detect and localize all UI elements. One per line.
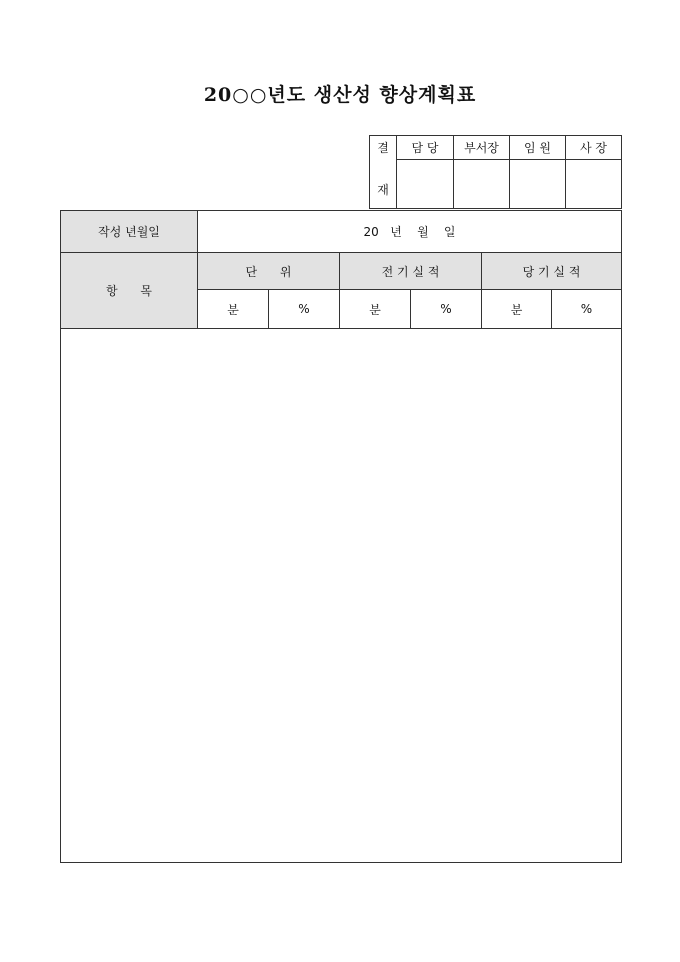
plan-table <box>60 210 622 863</box>
item-label: 항 목 <box>61 253 198 329</box>
sub-header-minute-2: 분 <box>340 290 411 329</box>
group-unit: 단 위 <box>198 253 340 290</box>
page-title: 20○○년도 생산성 향상계획표 <box>203 84 477 106</box>
sub-header-minute-3: 분 <box>482 290 552 329</box>
approval-sign-3[interactable] <box>510 160 566 209</box>
group-previous-performance: 전 기 실 적 <box>340 253 482 290</box>
approval-col-1: 담 당 <box>397 136 454 160</box>
approval-label-bottom: 재 <box>370 160 397 209</box>
group-current-performance: 당 기 실 적 <box>482 253 622 290</box>
content-area[interactable] <box>61 329 622 863</box>
sub-header-percent-3: % <box>552 290 622 329</box>
sub-header-minute-1: 분 <box>198 290 269 329</box>
date-value[interactable]: 20 년 월 일 <box>198 211 622 253</box>
approval-sign-4[interactable] <box>566 160 622 209</box>
approval-col-4: 사 장 <box>566 136 622 160</box>
approval-sign-1[interactable] <box>397 160 454 209</box>
approval-table <box>369 135 622 209</box>
approval-sign-2[interactable] <box>454 160 510 209</box>
date-label: 작성 년월일 <box>61 211 198 253</box>
sub-header-percent-1: % <box>269 290 340 329</box>
approval-col-3: 임 원 <box>510 136 566 160</box>
sub-header-percent-2: % <box>411 290 482 329</box>
approval-label-top: 결 <box>370 136 397 160</box>
approval-col-2: 부서장 <box>454 136 510 160</box>
